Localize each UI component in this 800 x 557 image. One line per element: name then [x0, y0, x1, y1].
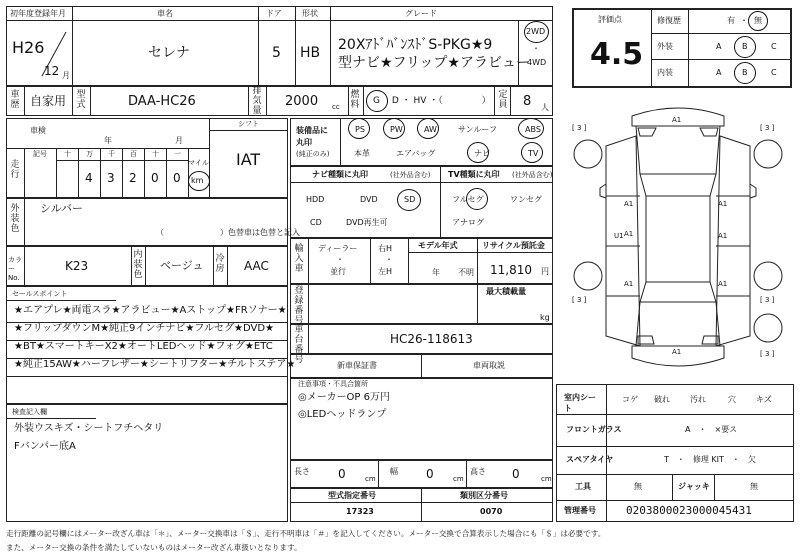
color-code-value: K23: [65, 259, 89, 273]
inspection-month-unit: 月: [175, 136, 183, 145]
navi-type-option: HDD: [306, 195, 325, 204]
import-dot-2: ・: [385, 255, 393, 264]
mileage-digit: 2: [129, 171, 137, 185]
exterior-grade-b: B: [742, 42, 748, 51]
color-code-label: カラーNo.: [8, 256, 22, 282]
max-load-label: 最大積載量: [486, 287, 526, 296]
class-no-label: 類別区分番号: [460, 491, 508, 500]
tv-type-option: ワンセグ: [510, 195, 542, 204]
svg-text:[ 3 ]: [ 3 ]: [760, 350, 775, 358]
length-unit: cm: [365, 475, 376, 483]
tv-type-option: フルセグ: [452, 195, 484, 204]
diagram-mark-right-3: A1: [718, 280, 728, 288]
interior-grade-b: B: [742, 68, 748, 77]
control-no-label: 管理番号: [564, 506, 596, 515]
spare-tire-label: スペアタイヤ: [566, 455, 614, 464]
navi-type-option: SD: [404, 195, 416, 204]
width-label: 幅: [390, 467, 398, 476]
drive-2wd: 2WD: [526, 27, 546, 36]
diagram-mark-right-1: A1: [718, 200, 728, 208]
repair-yes: 有: [727, 16, 735, 25]
notes-line-1: ◎メーカーOP 6万円: [298, 392, 390, 403]
equipment-item: PS: [355, 125, 365, 134]
equipment-item: ABS: [525, 125, 541, 134]
exterior-color-label: 外装色: [10, 204, 20, 234]
tire-depth-spare: 3: [764, 350, 770, 358]
svg-text:[ 3 ]: [ 3 ]: [572, 296, 587, 304]
import-label: 輸入車: [294, 244, 304, 274]
reg-month-unit: 月: [62, 71, 70, 80]
usage-value: 自家用: [30, 94, 67, 108]
mileage-code-label: 記号: [33, 150, 47, 158]
footer-note-2: また、メーター交換の条件を満たしていないものはメーター改ざん車扱いとなります。: [6, 543, 302, 552]
chassis-label: 車台番号: [294, 325, 304, 365]
mileage-digit: 4: [85, 171, 93, 185]
interior-seat-option: 破れ: [654, 395, 670, 404]
navi-type-option: DVD再生可: [346, 218, 388, 227]
tire-depth-fr: 3: [764, 124, 770, 132]
diagram-mark-u1: U1: [614, 232, 624, 240]
reg-month-value: 12: [44, 64, 60, 78]
svg-text:[ 3 ]: [ 3 ]: [572, 124, 587, 132]
sales-point-2: ★フリップダウンM★純正9インチナビ★フルセグ★DVD★: [14, 323, 274, 334]
interior-color-value: ベージュ: [160, 259, 204, 272]
windshield-value: A ・ ×要ス: [685, 425, 738, 434]
tools-label: 工具: [575, 482, 591, 491]
exterior-grade-label: 外装: [657, 42, 673, 51]
type-no-label: 型式指定番号: [328, 491, 376, 500]
diagram-mark-left-2: A1: [624, 230, 634, 238]
windshield-label: フロントガラス: [566, 425, 622, 434]
equipment-label-3: (純正のみ): [296, 150, 330, 158]
interior-seat-label: 室内シート: [564, 393, 596, 413]
width-unit: cm: [453, 475, 464, 483]
repair-no: 無: [754, 16, 762, 25]
drive-4wd: 4WD: [527, 58, 547, 67]
mileage-digit-label: 十: [152, 150, 159, 158]
equipment-label-2: 丸印: [296, 138, 312, 147]
svg-text:[ 3 ]: [ 3 ]: [760, 124, 775, 132]
tools-value: 無: [634, 482, 642, 491]
car-damage-diagram: [560, 96, 796, 386]
notes-line-2: ◎LEDヘッドランプ: [298, 409, 387, 420]
warranty-label: 新車保証書: [337, 361, 377, 370]
diagram-mark-left-1: A1: [624, 200, 634, 208]
jack-label: ジャッキ: [678, 482, 710, 491]
score-label: 評価点: [598, 15, 622, 24]
interior-seat-option: 穴: [728, 395, 736, 404]
km-label: km: [191, 176, 204, 185]
model-year-unknown: 不明: [458, 268, 474, 277]
svg-text:[ 3 ]: [ 3 ]: [760, 296, 775, 304]
capacity-label: 定員: [498, 90, 508, 110]
door-value: 5: [272, 45, 281, 61]
reg-year-value: H26: [12, 38, 45, 57]
mileage-digit: 0: [173, 171, 181, 185]
inspector-label: 検査記入欄: [12, 408, 47, 416]
type-no-value: 17323: [346, 507, 374, 516]
footer-note-1: 走行距離の記号欄にはメーター改ざん車は「＊」、メーター交換車は「＄」、走行不明車は「＃」を記入してください。メーター交換で合算表示した場合にも「＄」は必要です。: [6, 529, 606, 538]
mile-label: マイル: [188, 159, 209, 167]
color-change-note: （ ）色替車は色替と記入: [156, 228, 300, 237]
fuel-label: 燃料: [350, 90, 360, 110]
equipment-item: TV: [528, 149, 539, 158]
score-value: 4.5: [590, 37, 644, 72]
height-unit: cm: [541, 475, 552, 483]
inspection-year-unit: 年: [104, 136, 112, 145]
grade-label: グレード: [405, 9, 437, 18]
capacity-value: 8: [523, 94, 532, 109]
reg-year-label: 初年度登録年月: [10, 9, 66, 18]
sales-point-1: ★エアプレ★両電スラ★アラビュー★Aストップ★FRソナー★: [14, 305, 287, 316]
mileage-label: 走行: [10, 160, 20, 180]
exterior-color-value: シルバー: [40, 202, 83, 215]
inspector-line-2: Fバンパー底A: [14, 441, 76, 452]
capacity-unit: 人: [541, 103, 549, 112]
tv-type-sub: (社外品含む): [512, 171, 553, 179]
equipment-item: 本革: [354, 149, 370, 158]
ac-label: 冷房: [215, 254, 225, 274]
navi-type-option: DVD: [360, 195, 378, 204]
recycle-value: 11,810: [490, 263, 532, 277]
sales-point-3: ★BT★スマートキーX2★オートLEDヘッド★フォグ★ETC: [14, 341, 273, 352]
shift-value: IAT: [236, 150, 261, 169]
displacement-label: 排気量: [252, 86, 262, 116]
spare-tire-value: T ・ 修理 KIT ・ 欠: [664, 455, 756, 464]
interior-grade-a: A: [716, 68, 722, 77]
import-right-h: 右H: [378, 244, 393, 253]
mileage-digit-label: 千: [108, 150, 115, 158]
mileage-digit: 0: [151, 171, 159, 185]
mileage-digit-label: 万: [86, 150, 93, 158]
notes-label: 注意事項・不具合箇所: [298, 380, 368, 388]
manual-label: 車両取説: [473, 361, 505, 370]
equipment-item: エアバッグ: [396, 149, 436, 158]
equipment-item: ナビ: [474, 149, 490, 158]
length-value: 0: [338, 467, 346, 481]
model-year-label: モデル年式: [418, 241, 458, 250]
registration-label: 登録番号: [294, 286, 304, 326]
jack-value: 無: [750, 482, 758, 491]
shape-value: HB: [300, 45, 321, 61]
exterior-grade-c: C: [771, 42, 777, 51]
drive-dot: ・: [532, 44, 540, 53]
inspection-label: 車検: [30, 126, 46, 135]
exterior-grade-a: A: [716, 42, 722, 51]
mileage-digit-label: 百: [130, 150, 137, 158]
interior-seat-option: コゲ: [622, 395, 638, 404]
import-left-h: 左H: [378, 267, 393, 276]
diagram-mark-front: A1: [672, 116, 682, 124]
height-value: 0: [512, 467, 520, 481]
model-label: 型式: [76, 90, 86, 110]
door-label: ドア: [266, 9, 282, 18]
usage-label: 車歴: [10, 90, 20, 110]
import-dealer: ディーラー: [318, 244, 358, 253]
car-name-value: セレナ: [148, 45, 190, 61]
interior-color-label: 内装色: [133, 250, 143, 280]
model-value: DAA-HC26: [128, 94, 196, 109]
diagram-mark-rear: A1: [672, 348, 682, 356]
tire-depth-rr: 3: [764, 296, 770, 304]
interior-seat-option: キズ: [756, 395, 772, 404]
equipment-label: 装備品に: [296, 126, 328, 135]
diagram-mark-left-3: A1: [624, 280, 634, 288]
tire-depth-rl: 3: [576, 296, 582, 304]
grade-line-1: 20XｱﾄﾞﾊﾞﾝｽﾄﾞS-PKG★9: [338, 37, 493, 53]
interior-seat-option: 汚れ: [690, 395, 706, 404]
navi-type-label: ナビ種類に丸印: [312, 170, 368, 179]
import-dot: ・: [336, 255, 344, 264]
tv-type-option: アナログ: [452, 218, 484, 227]
car-name-label: 車名: [157, 9, 173, 18]
repair-label: 修復歴: [657, 16, 681, 25]
interior-grade-label: 内装: [657, 68, 673, 77]
inspector-block: [6, 404, 288, 522]
recycle-unit: 円: [541, 267, 549, 276]
navi-type-sub: (社外品含む): [390, 171, 431, 179]
length-label: 長さ: [294, 467, 310, 476]
diagram-mark-right-2: A1: [718, 232, 728, 240]
recycle-label: リサイクル預託金: [482, 241, 545, 250]
ac-value: AAC: [244, 259, 269, 273]
control-no-value: 0203800023000045431: [626, 504, 752, 517]
chassis-value: HC26-118613: [390, 332, 473, 346]
equipment-item: サンルーフ: [458, 125, 497, 134]
shape-label: 形状: [302, 9, 318, 18]
grade-line-2: 型ナビ★フリップ★アラビュー: [338, 55, 530, 71]
mileage-digit-label: 一: [174, 150, 181, 158]
import-parallel: 並行: [330, 267, 346, 276]
fuel-options: G D ・ HV ・（ ）: [373, 96, 491, 106]
class-no-value: 0070: [480, 507, 503, 516]
displacement-unit: cc: [332, 103, 340, 111]
max-load-unit: kg: [540, 313, 550, 322]
displacement-value: 2000: [285, 94, 319, 109]
tv-type-label: TV種類に丸印: [448, 170, 500, 179]
mileage-digit: 3: [107, 171, 115, 185]
sales-point-4: ★純正15AW★ハーフレザー★シートリフター★チルトステア★: [14, 359, 296, 370]
shift-label: シフト: [238, 120, 259, 128]
model-year-unit: 年: [432, 268, 440, 277]
equipment-item: PW: [390, 125, 403, 134]
mileage-digit-label: 十: [64, 150, 71, 158]
tire-depth-fl: 3: [576, 124, 582, 132]
inspector-line-1: 外装ウスキズ・シートフチヘタリ: [14, 423, 164, 434]
navi-type-option: CD: [310, 218, 322, 227]
width-value: 0: [426, 467, 434, 481]
interior-grade-c: C: [771, 68, 777, 77]
equipment-item: AW: [424, 125, 437, 134]
height-label: 高さ: [470, 467, 486, 476]
sales-points-label: セールスポイント: [12, 290, 68, 298]
repair-dot: ・: [740, 16, 748, 25]
